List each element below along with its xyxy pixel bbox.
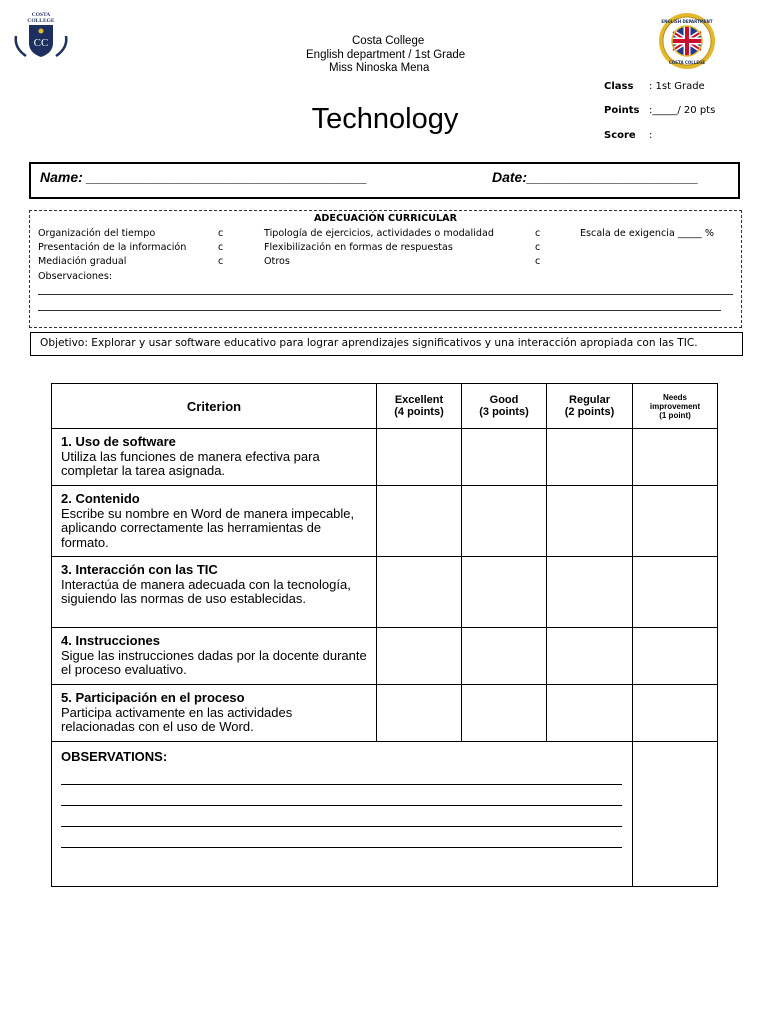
observation-line[interactable] — [61, 785, 622, 806]
criterion-cell — [52, 429, 377, 486]
criterion-description: Utiliza las funciones de manera efectiva para completar la tarea asignada. — [61, 448, 320, 478]
table-row — [52, 486, 718, 557]
score-cell-excellent[interactable] — [377, 557, 462, 628]
header-criterion: Criterion — [52, 384, 377, 429]
logo-text-cc: CC — [33, 37, 49, 49]
score-cell-good[interactable] — [462, 557, 547, 628]
logo-text-college: COLLEGE — [27, 18, 55, 24]
class-value: : 1st Grade — [649, 81, 705, 92]
objetivo-box: Objetivo: Explorar y usar software educativo para lograr aprendizajes significativos y una interacción apropiada con las TIC. — [30, 332, 743, 356]
observation-line[interactable] — [61, 827, 622, 848]
badge-text-top: ENGLISH DEPARTMENT — [661, 19, 713, 24]
score-cell-needs-improvement[interactable] — [633, 486, 718, 557]
observaciones-line[interactable] — [38, 294, 733, 295]
adecuacion-option: Organización del tiempo — [38, 228, 156, 239]
criterion-cell — [52, 557, 377, 628]
escala-exigencia: Escala de exigencia _____ % — [580, 228, 715, 239]
logo-text-costa: COSTA — [31, 12, 51, 18]
criterion-title: 4. Instrucciones — [61, 633, 160, 648]
adecuacion-title: ADECUACIÓN CURRICULAR — [314, 213, 457, 224]
teacher-name: Miss Ninoska Mena — [329, 62, 430, 74]
score-cell-good[interactable] — [462, 429, 547, 486]
department-line: English department / 1st Grade — [306, 49, 466, 61]
header-good-points: (3 points) — [479, 406, 529, 418]
header-regular-label: Regular — [569, 394, 610, 406]
date-field[interactable]: Date:______________________ — [492, 169, 699, 185]
observations-row — [52, 742, 718, 887]
score-cell-excellent[interactable] — [377, 429, 462, 486]
class-label: Class — [604, 81, 634, 92]
header-regular-points: (2 points) — [564, 406, 615, 418]
score-label: Score — [604, 130, 636, 141]
header-needs-improvement — [633, 384, 718, 429]
points-value: :_____/ 20 pts — [649, 105, 716, 116]
points-label: Points — [604, 105, 640, 116]
criterion-title: 2. Contenido — [61, 491, 140, 506]
table-row — [52, 557, 718, 628]
header-excellent-points: (4 points) — [394, 406, 444, 418]
checkbox-icon[interactable]: c — [535, 242, 541, 253]
english-department-badge — [650, 12, 724, 70]
criterion-description: Participa activamente en las actividades relacionadas con el uso de Word. — [61, 704, 293, 734]
score-cell-excellent[interactable] — [377, 685, 462, 742]
score-cell-needs-improvement[interactable] — [633, 557, 718, 628]
school-name: Costa College — [352, 35, 425, 47]
criterion-cell — [52, 486, 377, 557]
criterion-title: 1. Uso de software — [61, 434, 176, 449]
rubric-table — [51, 383, 718, 887]
name-field[interactable]: Name: ____________________________________ — [40, 169, 367, 185]
table-row — [52, 429, 718, 486]
score-cell-regular[interactable] — [547, 628, 633, 685]
criterion-description: Escribe su nombre en Word de manera impecable, aplicando correctamente las herramientas de formato. — [61, 505, 355, 550]
header-good-label: Good — [489, 394, 519, 406]
criterion-description: Sigue las instrucciones dadas por la docente durante el proceso evaluativo. — [61, 647, 367, 677]
score-cell-needs-improvement[interactable] — [633, 429, 718, 486]
criterion-cell — [52, 628, 377, 685]
checkbox-icon[interactable]: c — [535, 256, 541, 267]
header-good — [462, 384, 547, 429]
score-cell-needs-improvement[interactable] — [633, 685, 718, 742]
observaciones-line[interactable] — [38, 310, 721, 311]
criterion-description: Interactúa de manera adecuada con la tecnología, siguiendo las normas de uso establecidas. — [61, 576, 351, 606]
checkbox-icon[interactable]: c — [218, 256, 224, 267]
observations-cell[interactable] — [52, 742, 633, 887]
header-needs-label: Needs — [662, 392, 687, 402]
header-needs-points: (1 point) — [659, 410, 691, 420]
adecuacion-option: Presentación de la información — [38, 242, 187, 253]
score-value: : — [649, 130, 653, 141]
observation-line[interactable] — [61, 764, 622, 785]
score-cell-regular[interactable] — [547, 486, 633, 557]
score-cell-regular[interactable] — [547, 685, 633, 742]
observation-line[interactable] — [61, 806, 622, 827]
score-cell-excellent[interactable] — [377, 628, 462, 685]
adecuacion-option: Mediación gradual — [38, 256, 127, 267]
header-regular — [547, 384, 633, 429]
header-needs-label-2: improvement — [649, 401, 701, 411]
adecuacion-curricular-box — [29, 210, 742, 328]
header-excellent-label: Excellent — [394, 394, 444, 406]
observaciones-label: Observaciones: — [38, 271, 113, 282]
score-cell-good[interactable] — [462, 628, 547, 685]
score-cell-good[interactable] — [462, 685, 547, 742]
checkbox-icon[interactable]: c — [218, 228, 224, 239]
costa-college-logo — [12, 10, 70, 60]
total-score-cell[interactable] — [633, 742, 718, 887]
criterion-cell — [52, 685, 377, 742]
score-cell-regular[interactable] — [547, 557, 633, 628]
table-row — [52, 628, 718, 685]
checkbox-icon[interactable]: c — [535, 228, 541, 239]
checkbox-icon[interactable]: c — [218, 242, 224, 253]
page-title: Technology — [311, 103, 459, 135]
adecuacion-option: Tipología de ejercicios, actividades o modalidad — [264, 228, 494, 239]
score-cell-excellent[interactable] — [377, 486, 462, 557]
observations-label: OBSERVATIONS: — [61, 749, 168, 764]
adecuacion-option: Flexibilización en formas de respuestas — [264, 242, 453, 253]
adecuacion-option: Otros — [264, 256, 290, 267]
criterion-title: 3. Interacción con las TIC — [61, 562, 218, 577]
criterion-title: 5. Participación en el proceso — [61, 690, 245, 705]
badge-text-bottom: COSTA COLLEGE — [668, 60, 706, 65]
table-row — [52, 685, 718, 742]
score-cell-good[interactable] — [462, 486, 547, 557]
score-cell-regular[interactable] — [547, 429, 633, 486]
score-cell-needs-improvement[interactable] — [633, 628, 718, 685]
header-excellent — [377, 384, 462, 429]
name-date-box — [29, 162, 740, 199]
rubric-header-row — [52, 384, 718, 429]
